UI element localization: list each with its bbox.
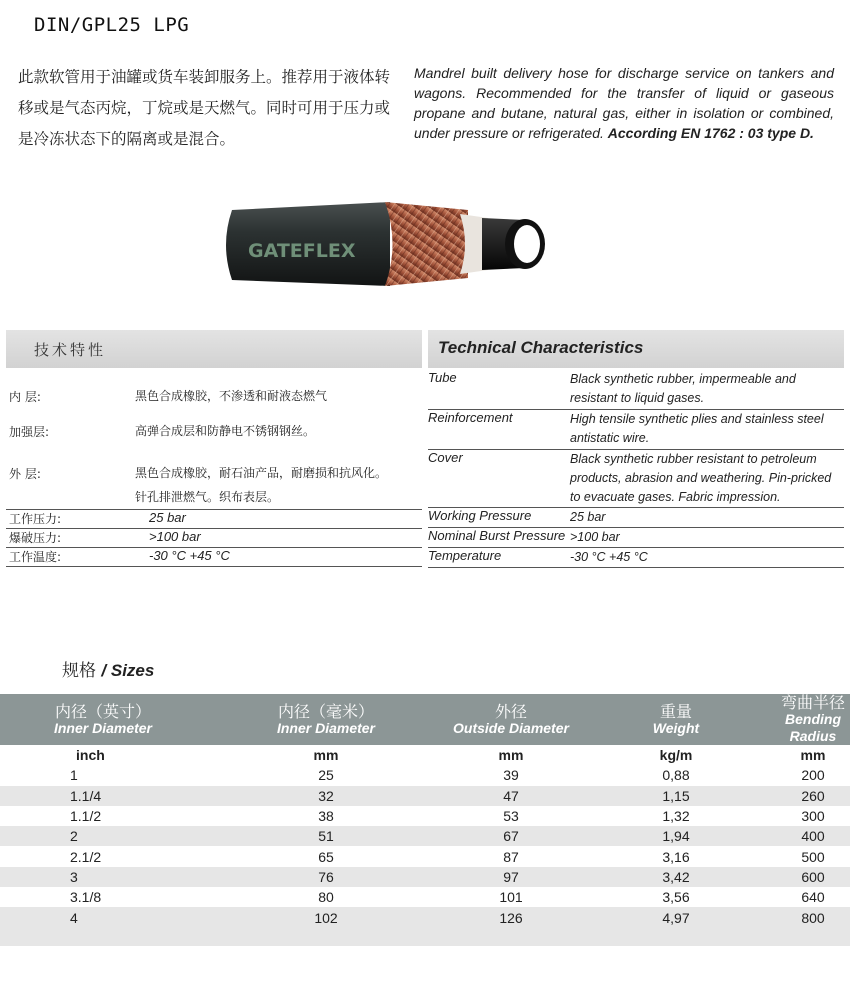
header-en: Outside Diameter	[453, 719, 569, 736]
sizes-cell: 51	[206, 826, 446, 846]
spec-heading-cn	[6, 330, 422, 368]
sizes-cell: 65	[206, 846, 446, 866]
sizes-cell: 260	[776, 786, 850, 806]
spec-en-value: Black synthetic rubber resistant to petroleum products, abrasion and weathering. Pin-pricked to evacuate gases. Fabric impression.	[570, 449, 844, 507]
spec-cn-value: 针孔排泄燃气。织布表层。	[135, 490, 280, 504]
sizes-cell: 400	[776, 826, 850, 846]
header-cn: 重量	[659, 701, 692, 721]
sizes-row	[0, 786, 850, 806]
sizes-cell: 67	[446, 826, 576, 846]
sizes-cell: 3,16	[576, 846, 776, 866]
header-cn: 弯曲半径	[780, 693, 845, 712]
spec-en-label: Working Pressure	[428, 507, 570, 527]
spec-en-row	[428, 507, 844, 527]
sizes-header-cell	[0, 694, 206, 745]
sizes-cell: 80	[206, 887, 446, 907]
spec-en-row	[428, 409, 844, 449]
spec-cn-label: 加强层:	[9, 425, 50, 439]
sizes-cell: 600	[776, 867, 850, 887]
sizes-cell: 2.1/2	[0, 846, 206, 866]
sizes-cell: 2	[0, 826, 206, 846]
spec-en-value: High tensile synthetic plies and stainless steel antistatic wire.	[570, 409, 844, 449]
spec-cn-value: >100 bar	[135, 529, 422, 548]
sizes-row	[0, 826, 850, 846]
sizes-cell: 3.1/8	[0, 887, 206, 907]
sizes-header-cell	[446, 694, 576, 745]
sizes-cell: 87	[446, 846, 576, 866]
sizes-cell: 1,15	[576, 786, 776, 806]
header-en: Inner Diameter	[276, 719, 376, 736]
sizes-header-cell	[206, 694, 446, 745]
sizes-cell: 640	[776, 887, 850, 907]
spec-table-en	[428, 370, 844, 568]
spec-cn-row	[6, 529, 422, 548]
sizes-table	[0, 694, 850, 946]
sizes-row	[0, 887, 850, 907]
spec-cn-label: 工作压力:	[6, 510, 135, 529]
spec-en-label: Reinforcement	[428, 409, 570, 449]
header-en: Inner Diameter	[53, 719, 153, 736]
spec-heading-en	[428, 330, 844, 368]
sizes-cell: 4,97	[576, 907, 776, 927]
sizes-cell: 47	[446, 786, 576, 806]
intro-chinese: 此款软管用于油罐或货车装卸服务上。推荐用于液体转移或是气态丙烷，丁烷或是天燃气。同时可用于压力或是冷冻状态下的隔离或是混合。	[18, 68, 391, 148]
sizes-cell: 39	[446, 765, 576, 785]
intro-english-standard: According EN 1762 : 03 type D.	[607, 125, 814, 141]
header-cn: 外径	[494, 701, 527, 721]
header-cn: 内径（毫米）	[277, 701, 374, 721]
sizes-row	[0, 867, 850, 887]
spec-cn-value: -30 °C +45 °C	[135, 548, 422, 567]
unit-cell: mm	[446, 745, 576, 765]
sizes-footer-cell	[0, 928, 850, 946]
unit-cell: inch	[0, 745, 206, 765]
spec-en-row	[428, 449, 844, 507]
hose-image	[220, 188, 555, 298]
unit-cell: mm	[206, 745, 446, 765]
sizes-row	[0, 907, 850, 927]
unit-cell: kg/m	[576, 745, 776, 765]
sizes-title	[62, 656, 154, 681]
spec-cn-value: 黑色合成橡胶，耐石油产品，耐磨损和抗风化。	[135, 466, 388, 480]
sizes-cell: 38	[206, 806, 446, 826]
sizes-cell: 1.1/4	[0, 786, 206, 806]
sizes-cell: 97	[446, 867, 576, 887]
sizes-cell: 76	[206, 867, 446, 887]
spec-en-label: Nominal Burst Pressure	[428, 527, 570, 547]
sizes-cell: 3,56	[576, 887, 776, 907]
header-en: Bending Radius	[785, 711, 841, 744]
spec-en-label: Cover	[428, 449, 570, 507]
spec-cn-row	[6, 370, 422, 409]
spec-en-value: -30 °C +45 °C	[570, 547, 844, 567]
spec-en-value: Black synthetic rubber, impermeable and resistant to liquid gases.	[570, 370, 844, 409]
sizes-cell: 126	[446, 907, 576, 927]
spec-en-row	[428, 370, 844, 409]
header-en: Weight	[652, 719, 700, 736]
page-title: DIN/GPL25 LPG	[34, 14, 190, 36]
spec-table-cn	[6, 370, 422, 567]
sizes-cell: 1,94	[576, 826, 776, 846]
sizes-cell: 102	[206, 907, 446, 927]
spec-heading-cn-text: 技术特性	[34, 341, 107, 359]
sizes-title-cn: 规格	[62, 661, 96, 681]
sizes-header-cell	[776, 694, 850, 745]
spec-en-value: 25 bar	[570, 507, 844, 527]
spec-cn-label: 爆破压力:	[6, 529, 135, 548]
spec-cn-row	[6, 409, 422, 449]
sizes-cell: 500	[776, 846, 850, 866]
spec-cn-row	[6, 510, 422, 529]
spec-heading-en-text: Technical Characteristics	[438, 338, 644, 357]
header-cn: 内径（英寸）	[54, 701, 151, 721]
sizes-cell: 25	[206, 765, 446, 785]
sizes-cell: 3	[0, 867, 206, 887]
spec-cn-row	[6, 548, 422, 567]
spec-en-label: Tube	[428, 370, 570, 409]
spec-cn-label: 内 层:	[9, 390, 41, 404]
spec-en-row	[428, 547, 844, 567]
sizes-cell: 32	[206, 786, 446, 806]
sizes-unit-row	[0, 745, 850, 765]
sizes-cell: 3,42	[576, 867, 776, 887]
spec-cn-value: 高弹合成层和防静电不锈钢钢丝。	[135, 424, 316, 438]
sizes-cell: 300	[776, 806, 850, 826]
sizes-cell: 1.1/2	[0, 806, 206, 826]
hose-brand: GATEFLEX	[248, 240, 356, 262]
spec-cn-value: 25 bar	[135, 510, 422, 529]
sizes-cell: 1,32	[576, 806, 776, 826]
sizes-row	[0, 765, 850, 785]
sizes-cell: 4	[0, 907, 206, 927]
unit-cell: mm	[776, 745, 850, 765]
sizes-header-cell	[576, 694, 776, 745]
sizes-cell: 0,88	[576, 765, 776, 785]
sizes-cell: 1	[0, 765, 206, 785]
spec-en-label: Temperature	[428, 547, 570, 567]
spec-cn-value: 黑色合成橡胶，不渗透和耐液态燃气	[135, 389, 328, 403]
spec-cn-label: 工作温度:	[6, 548, 135, 567]
intro-english-text: Mandrel built delivery hose for discharge service on tankers and wagons. Recommended for the transfer of liquid or gaseous propane and butane, natural gas, either in isolation or combined, under pressure or refrigerated.	[414, 65, 834, 141]
sizes-header-row	[0, 694, 850, 745]
sizes-cell: 800	[776, 907, 850, 927]
intro-english	[414, 63, 834, 143]
sizes-footer-row	[0, 928, 850, 946]
sizes-cell: 200	[776, 765, 850, 785]
spec-cn-label: 外 层:	[6, 449, 135, 510]
sizes-cell: 53	[446, 806, 576, 826]
sizes-title-en: / Sizes	[101, 661, 155, 680]
spec-cn-row	[6, 449, 422, 510]
spec-en-row	[428, 527, 844, 547]
spec-en-value: >100 bar	[570, 527, 844, 547]
sizes-row	[0, 846, 850, 866]
sizes-row	[0, 806, 850, 826]
sizes-cell: 101	[446, 887, 576, 907]
